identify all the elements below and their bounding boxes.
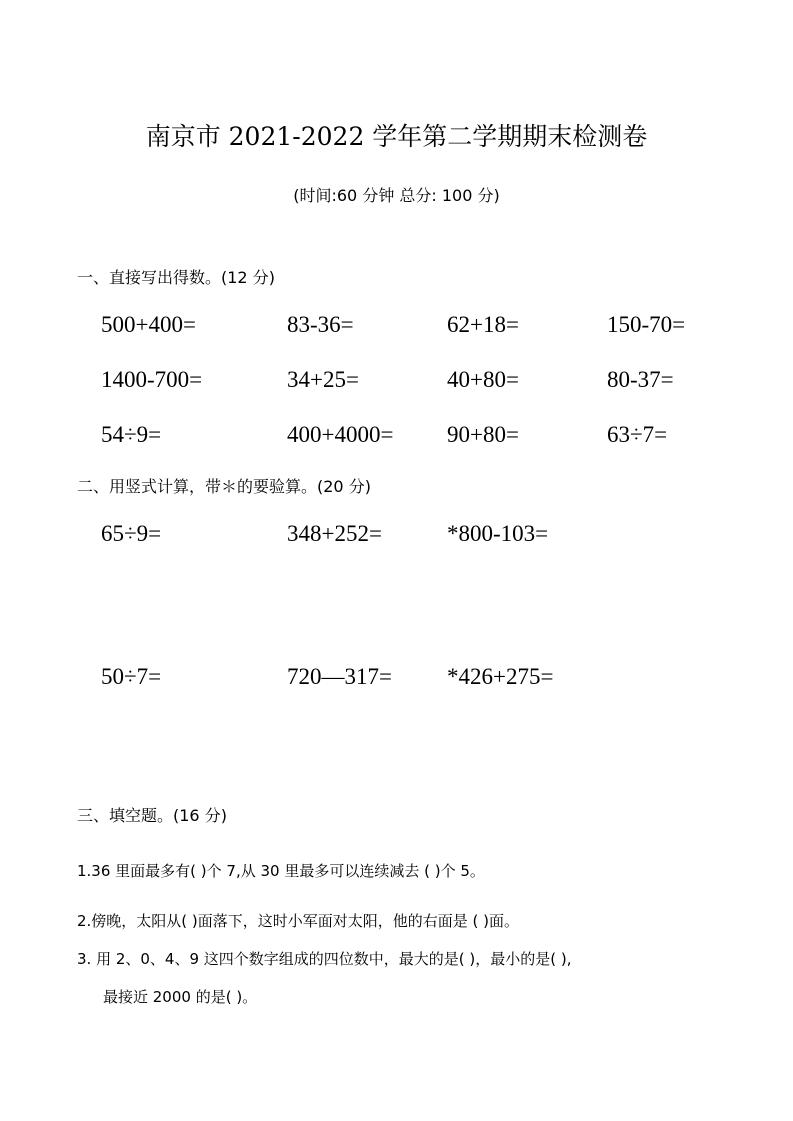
s1-r2-c2: 34+25= [287,367,359,392]
s2-r1-c2: 348+252= [287,521,382,546]
s1-r2-c3: 40+80= [447,367,519,392]
question-3-line-1: 3. 用 2、0、4、9 这四个数字组成的四位数中，最大的是( )，最小的是( ), [77,950,572,968]
s1-r1-c3: 62+18= [447,312,519,337]
s2-r2-c1: 50÷7= [101,664,162,689]
s1-r3-c1: 54÷9= [101,422,162,447]
s2-r1-c1: 65÷9= [101,521,162,546]
page-title: 南京市 2021-2022 学年第二学期期末检测卷 [145,122,648,151]
s1-r1-c1: 500+400= [101,312,196,337]
s2-r2-c3: *426+275= [447,664,554,689]
question-1: 1.36 里面最多有( )个 7,从 30 里最多可以连续减去 ( )个 5。 [77,862,485,880]
s1-r2-c1: 1400-700= [101,367,203,392]
s1-r3-c3: 90+80= [447,422,519,447]
s2-r1-c3: *800-103= [447,521,549,546]
question-2: 2.傍晚，太阳从( )面落下，这时小军面对太阳，他的右面是 ( )面。 [77,912,520,930]
s1-r2-c4: 80-37= [607,367,674,392]
s1-r1-c2: 83-36= [287,312,354,337]
section-3-heading: 三、填空题。(16 分) [77,806,227,825]
s2-r2-c2: 720—317= [287,664,392,689]
section-2-heading: 二、用竖式计算，带＊的要验算。(20 分) [77,477,371,496]
exam-info: (时间:60 分钟 总分: 100 分) [293,186,500,205]
s1-r1-c4: 150-70= [607,312,686,337]
question-3-line-2: 最接近 2000 的是( )。 [103,988,258,1006]
s1-r3-c2: 400+4000= [287,422,394,447]
section-1-heading: 一、直接写出得数。(12 分) [77,268,275,287]
s1-r3-c4: 63÷7= [607,422,668,447]
